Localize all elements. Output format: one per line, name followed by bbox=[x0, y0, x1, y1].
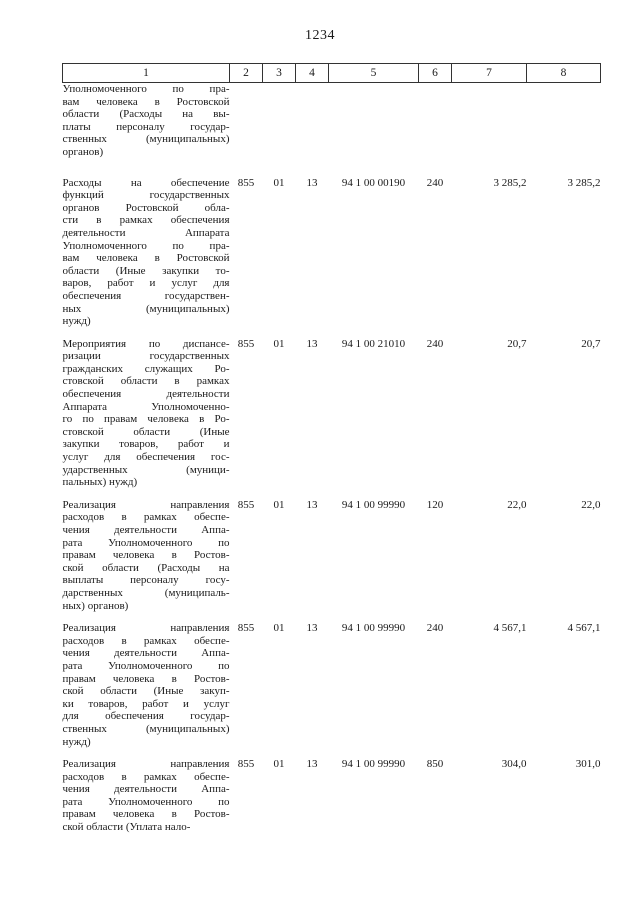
cell-target-article: 94 1 00 21010 bbox=[341, 337, 406, 350]
cell-ved: 855 bbox=[237, 498, 255, 511]
description-line: вам человека в Ростовской bbox=[62, 252, 230, 265]
row-description bbox=[63, 83, 230, 167]
table-row bbox=[63, 328, 601, 489]
description-line: ударственных (муници- bbox=[62, 463, 230, 476]
cell-ved: 855 bbox=[237, 176, 255, 189]
cell-amount-1: 4 567,1 bbox=[493, 622, 527, 635]
cell-target-article: 94 1 00 00190 bbox=[341, 176, 406, 189]
description-line: области (Иные закупки то- bbox=[62, 264, 230, 277]
cell-ved: 855 bbox=[237, 337, 255, 350]
description-line: платы персоналу государ- bbox=[62, 120, 230, 133]
description-line: органов Ростовской обла- bbox=[62, 201, 230, 214]
cell-amount-1: 22,0 bbox=[507, 498, 527, 511]
header-cell: 1 bbox=[63, 64, 230, 83]
row-description bbox=[63, 167, 230, 328]
table-row bbox=[63, 489, 601, 612]
cell-amount-2: 22,0 bbox=[581, 498, 601, 511]
description-line: расходов в рамках обеспе- bbox=[62, 634, 230, 647]
description-line: выплаты персоналу госу- bbox=[62, 574, 230, 587]
description-line: ственных (муниципальных) bbox=[62, 722, 230, 735]
description-line: Реализация направления bbox=[62, 758, 230, 771]
cell-section: 01 bbox=[273, 758, 285, 771]
cell-section: 01 bbox=[273, 622, 285, 635]
description-line: стовской области (Иные bbox=[62, 425, 230, 438]
description-line: го по правам человека в Ро- bbox=[62, 413, 230, 426]
row-description bbox=[63, 612, 230, 748]
cell-subsection: 13 bbox=[306, 758, 318, 771]
table-row bbox=[63, 167, 601, 328]
cell-ved: 855 bbox=[237, 622, 255, 635]
description-line: расходов в рамках обеспе- bbox=[62, 770, 230, 783]
description-line: нужд) bbox=[62, 315, 91, 328]
description-line: чения деятельности Аппа- bbox=[62, 524, 230, 536]
cell-subsection: 13 bbox=[306, 176, 318, 189]
table-body bbox=[63, 83, 601, 834]
description-line: обеспечения государствен- bbox=[62, 289, 230, 302]
description-line: ризации государственных bbox=[62, 350, 230, 363]
cell-ved: 855 bbox=[237, 758, 255, 771]
description-line: вам человека в Ростовской bbox=[62, 95, 230, 108]
description-line: деятельности Аппарата bbox=[62, 226, 230, 239]
description-line: Реализация направления bbox=[62, 498, 230, 511]
cell-subsection: 13 bbox=[306, 498, 318, 511]
description-line: ки товаров, работ и услуг bbox=[62, 697, 230, 710]
description-line: ных (муниципальных) bbox=[62, 302, 230, 315]
description-line: ственных (муниципальных) bbox=[62, 133, 230, 146]
description-line: ской области (Расходы на bbox=[62, 561, 230, 574]
row-description bbox=[63, 328, 230, 489]
cell-amount-2: 3 285,2 bbox=[567, 176, 601, 189]
description-line: дарственных (муниципаль- bbox=[62, 586, 230, 599]
cell-expense-type: 240 bbox=[426, 176, 444, 189]
cell-expense-type: 240 bbox=[426, 622, 444, 635]
cell-amount-1: 3 285,2 bbox=[493, 176, 527, 189]
header-cell: 7 bbox=[452, 64, 527, 83]
cell-section: 01 bbox=[273, 176, 285, 189]
description-line: органов) bbox=[62, 145, 104, 158]
table-row-continuation bbox=[63, 83, 601, 167]
cell-subsection: 13 bbox=[306, 337, 318, 350]
cell-amount-2: 4 567,1 bbox=[567, 622, 601, 635]
cell-subsection: 13 bbox=[306, 622, 318, 635]
cell-amount-1: 304,0 bbox=[501, 758, 527, 771]
cell-target-article: 94 1 00 99990 bbox=[341, 758, 406, 771]
description-line: расходов в рамках обеспе- bbox=[62, 511, 230, 524]
description-line: стовской области в рамках bbox=[62, 375, 230, 388]
header-cell: 6 bbox=[419, 64, 452, 83]
description-line: варов, работ и услуг для bbox=[62, 277, 230, 290]
description-line: области (Расходы на вы- bbox=[62, 108, 230, 121]
description-line: рата Уполномоченного по bbox=[62, 795, 230, 808]
table-row bbox=[63, 748, 601, 834]
header-cell: 5 bbox=[329, 64, 419, 83]
description-line: сти в рамках обеспечения bbox=[62, 214, 230, 227]
description-line: услуг для обеспечения гос- bbox=[62, 451, 230, 464]
row-description bbox=[63, 748, 230, 834]
description-line: правам человека в Ростов- bbox=[62, 549, 230, 562]
description-line: рата Уполномоченного по bbox=[62, 659, 230, 672]
cell-target-article: 94 1 00 99990 bbox=[341, 622, 406, 635]
cell-amount-2: 301,0 bbox=[575, 758, 601, 771]
description-line: чения деятельности Аппа- bbox=[62, 783, 230, 796]
cell-section: 01 bbox=[273, 498, 285, 511]
page-number: 1234 bbox=[305, 28, 335, 43]
description-line: Реализация направления bbox=[62, 622, 230, 635]
description-line: для обеспечения государ- bbox=[62, 710, 230, 723]
description-line: ской области (Уплата нало- bbox=[62, 821, 191, 834]
description-line: функций государственных bbox=[62, 189, 230, 202]
description-line: правам человека в Ростов- bbox=[62, 808, 230, 821]
description-line: ской области (Иные закуп- bbox=[62, 685, 230, 698]
description-line: обеспечения деятельности bbox=[62, 388, 230, 401]
cell-expense-type: 240 bbox=[426, 337, 444, 350]
header-cell: 8 bbox=[527, 64, 601, 83]
budget-table bbox=[62, 63, 601, 834]
cell-amount-2: 20,7 bbox=[581, 337, 601, 350]
row-description bbox=[63, 489, 230, 612]
cell-expense-type: 850 bbox=[426, 758, 444, 771]
description-line: Уполномоченного по пра- bbox=[62, 239, 230, 252]
description-line: Расходы на обеспечение bbox=[62, 176, 230, 189]
description-line: закупки товаров, работ и bbox=[62, 438, 230, 451]
cell-expense-type: 120 bbox=[426, 498, 444, 511]
description-line: Аппарата Уполномоченно- bbox=[62, 400, 230, 413]
description-line: Мероприятия по диспансе- bbox=[62, 337, 230, 350]
cell-amount-1: 20,7 bbox=[507, 337, 527, 350]
cell-section: 01 bbox=[273, 337, 285, 350]
description-line: пальных) нужд) bbox=[62, 476, 138, 489]
header-cell: 2 bbox=[230, 64, 263, 83]
description-line: нужд) bbox=[62, 735, 91, 748]
description-line: чения деятельности Аппа- bbox=[62, 647, 230, 660]
header-cell: 3 bbox=[263, 64, 296, 83]
description-line: Уполномоченного по пра- bbox=[62, 83, 230, 95]
table-row bbox=[63, 612, 601, 748]
description-line: ных) органов) bbox=[62, 599, 129, 612]
description-line: гражданских служащих Ро- bbox=[62, 362, 230, 375]
cell-target-article: 94 1 00 99990 bbox=[341, 498, 406, 511]
header-cell: 4 bbox=[296, 64, 329, 83]
table-header-row bbox=[63, 64, 601, 83]
description-line: правам человека в Ростов- bbox=[62, 672, 230, 685]
description-line: рата Уполномоченного по bbox=[62, 536, 230, 549]
